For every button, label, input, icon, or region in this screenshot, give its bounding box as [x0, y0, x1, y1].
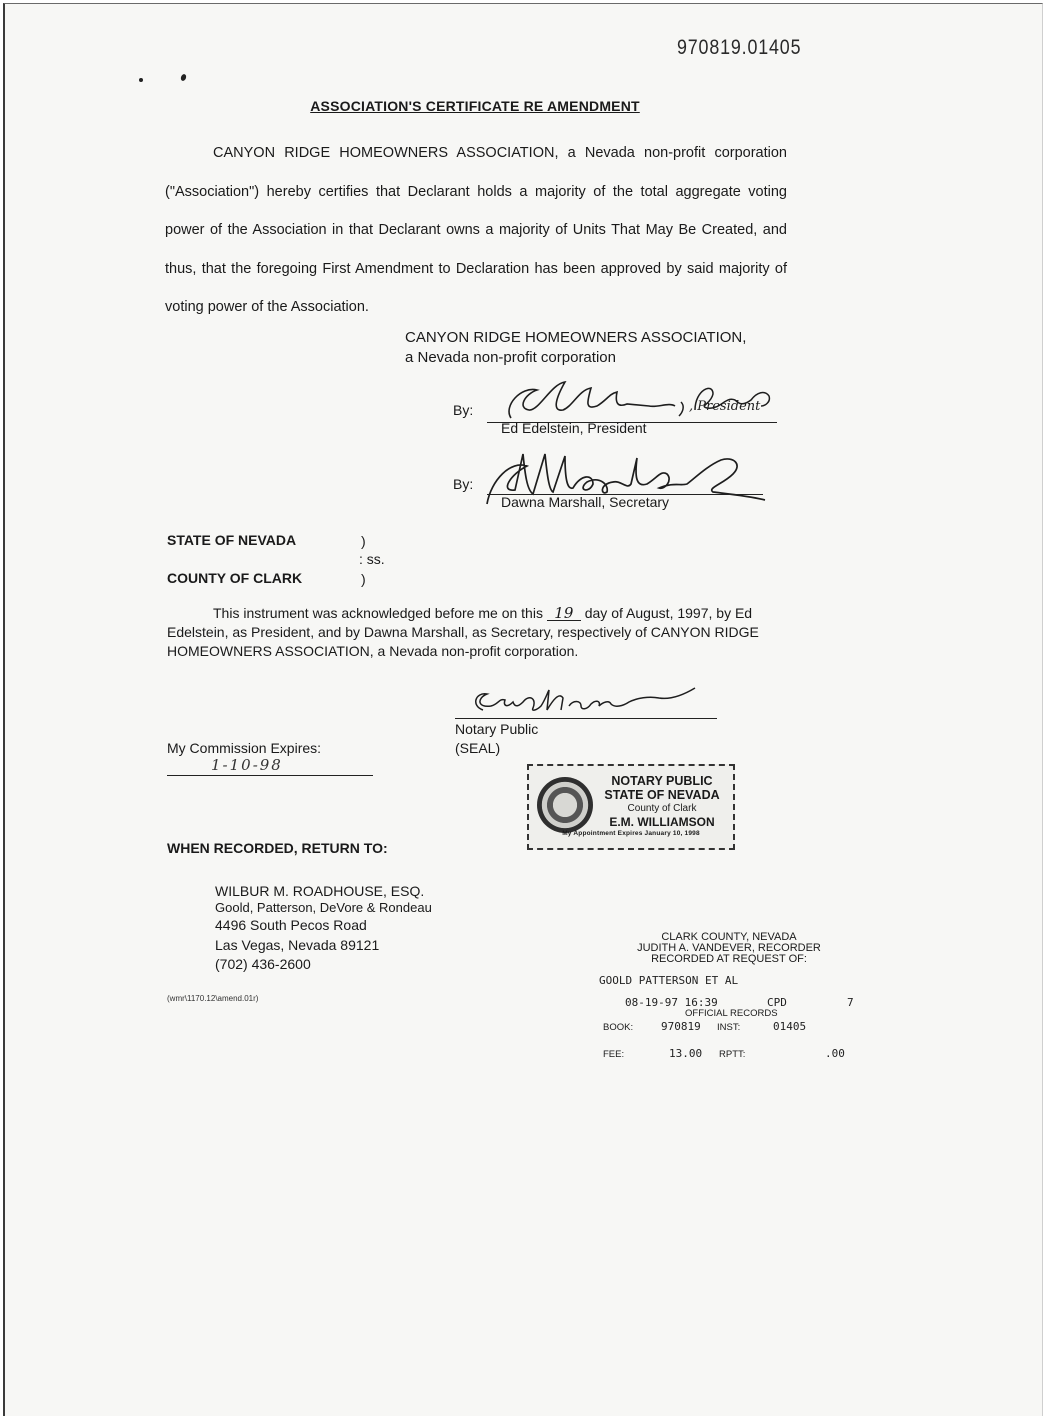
- inst-label: INST:: [717, 1022, 741, 1033]
- venue-ss: : ss.: [359, 551, 385, 567]
- rptt-label: RPTT:: [719, 1049, 746, 1060]
- ack-text-after-day: day of August, 1997, by Ed Edelstein, as President, and by Dawna Marshall, as Secretary, respectively of CANYON RIDGE HOMEOWNERS ASSOCIATION, a Nevada non-profit corporation.: [167, 605, 759, 659]
- commission-date: 1-10-98: [211, 756, 283, 774]
- return-city: Las Vegas, Nevada 89121: [215, 937, 380, 953]
- inst-number: 01405: [773, 1020, 807, 1033]
- seal-label: (SEAL): [455, 740, 501, 756]
- rptt-amount: .00: [825, 1047, 845, 1060]
- signer-name-president: Ed Edelstein, President: [501, 420, 647, 436]
- association-name: CANYON RIDGE HOMEOWNERS ASSOCIATION,: [405, 329, 747, 346]
- acknowledgment-paragraph: [167, 604, 791, 661]
- venue-paren: ): [361, 533, 366, 549]
- by-label: By:: [453, 402, 474, 418]
- signer-name-secretary: Dawna Marshall, Secretary: [501, 494, 670, 510]
- book-label: BOOK:: [603, 1022, 634, 1033]
- requester: GOOLD PATTERSON ET AL: [599, 974, 739, 987]
- fee-label: FEE:: [603, 1049, 625, 1060]
- recorder-county: CLARK COUNTY, NEVADA: [661, 931, 797, 943]
- venue-paren: ): [361, 571, 366, 587]
- seal-line-appointment: My Appointment Expires January 10, 1998: [562, 830, 700, 837]
- certification-paragraph: CANYON RIDGE HOMEOWNERS ASSOCIATION, a Nevada non-profit corporation ("Association") hereby certifies that Declarant holds a majority of the total aggregate voting power of the Association in that Declarant owns a majority of Units That May Be Created, and thus, that the foregoing First Amendment to Declaration has been approved by said majority of voting power of the Association.: [165, 145, 787, 316]
- venue-county: COUNTY OF CLARK: [167, 570, 303, 586]
- page-title: ASSOCIATION'S CERTIFICATE RE AMENDMENT: [310, 98, 640, 114]
- notary-seal-stamp: [527, 764, 735, 850]
- commission-expires-label: My Commission Expires:: [167, 740, 322, 756]
- clerk-code: CPD: [767, 996, 787, 1009]
- venue-state: STATE OF NEVADA: [167, 532, 297, 548]
- scan-speck: [180, 73, 187, 81]
- notary-public-label: Notary Public: [455, 721, 539, 737]
- commission-date-line: [167, 775, 373, 776]
- return-name: WILBUR M. ROADHOUSE, ESQ.: [215, 883, 425, 899]
- return-phone: (702) 436-2600: [215, 956, 311, 972]
- document-page: [3, 3, 1043, 1416]
- return-street: 4496 South Pecos Road: [215, 917, 367, 933]
- seal-line-state: STATE OF NEVADA: [604, 788, 720, 802]
- page-count: 7: [847, 996, 854, 1009]
- fee-amount: 13.00: [669, 1047, 703, 1060]
- official-records: OFFICIAL RECORDS: [685, 1008, 778, 1019]
- return-to-heading: WHEN RECORDED, RETURN TO:: [167, 840, 388, 856]
- seal-line-name: E.M. WILLIAMSON: [609, 815, 715, 829]
- return-firm: Goold, Patterson, DeVore & Rondeau: [215, 900, 432, 915]
- recorder-name: JUDITH A. VANDEVER, RECORDER: [637, 942, 821, 954]
- book-number: 970819: [661, 1020, 701, 1033]
- ack-day: 19: [547, 606, 581, 621]
- president-handwritten-title: , President: [689, 399, 761, 414]
- file-reference: (wmr\1170.12\amend.01r): [167, 994, 259, 1003]
- by-label: By:: [453, 476, 474, 492]
- seal-line-notary: NOTARY PUBLIC: [611, 774, 713, 788]
- seal-line-county: County of Clark: [627, 803, 697, 814]
- state-seal-emblem: [537, 777, 593, 833]
- record-datetime: 08-19-97 16:39: [625, 996, 718, 1009]
- notary-signature: [463, 676, 723, 724]
- ack-text-before-day: This instrument was acknowledged before me on this: [213, 605, 543, 621]
- notary-signature-line: [455, 718, 717, 719]
- scan-speck: [139, 78, 143, 82]
- association-description: a Nevada non-profit corporation: [405, 349, 616, 366]
- recorded-at-request-of: RECORDED AT REQUEST OF:: [651, 953, 807, 965]
- document-number: 970819.01405: [677, 36, 802, 59]
